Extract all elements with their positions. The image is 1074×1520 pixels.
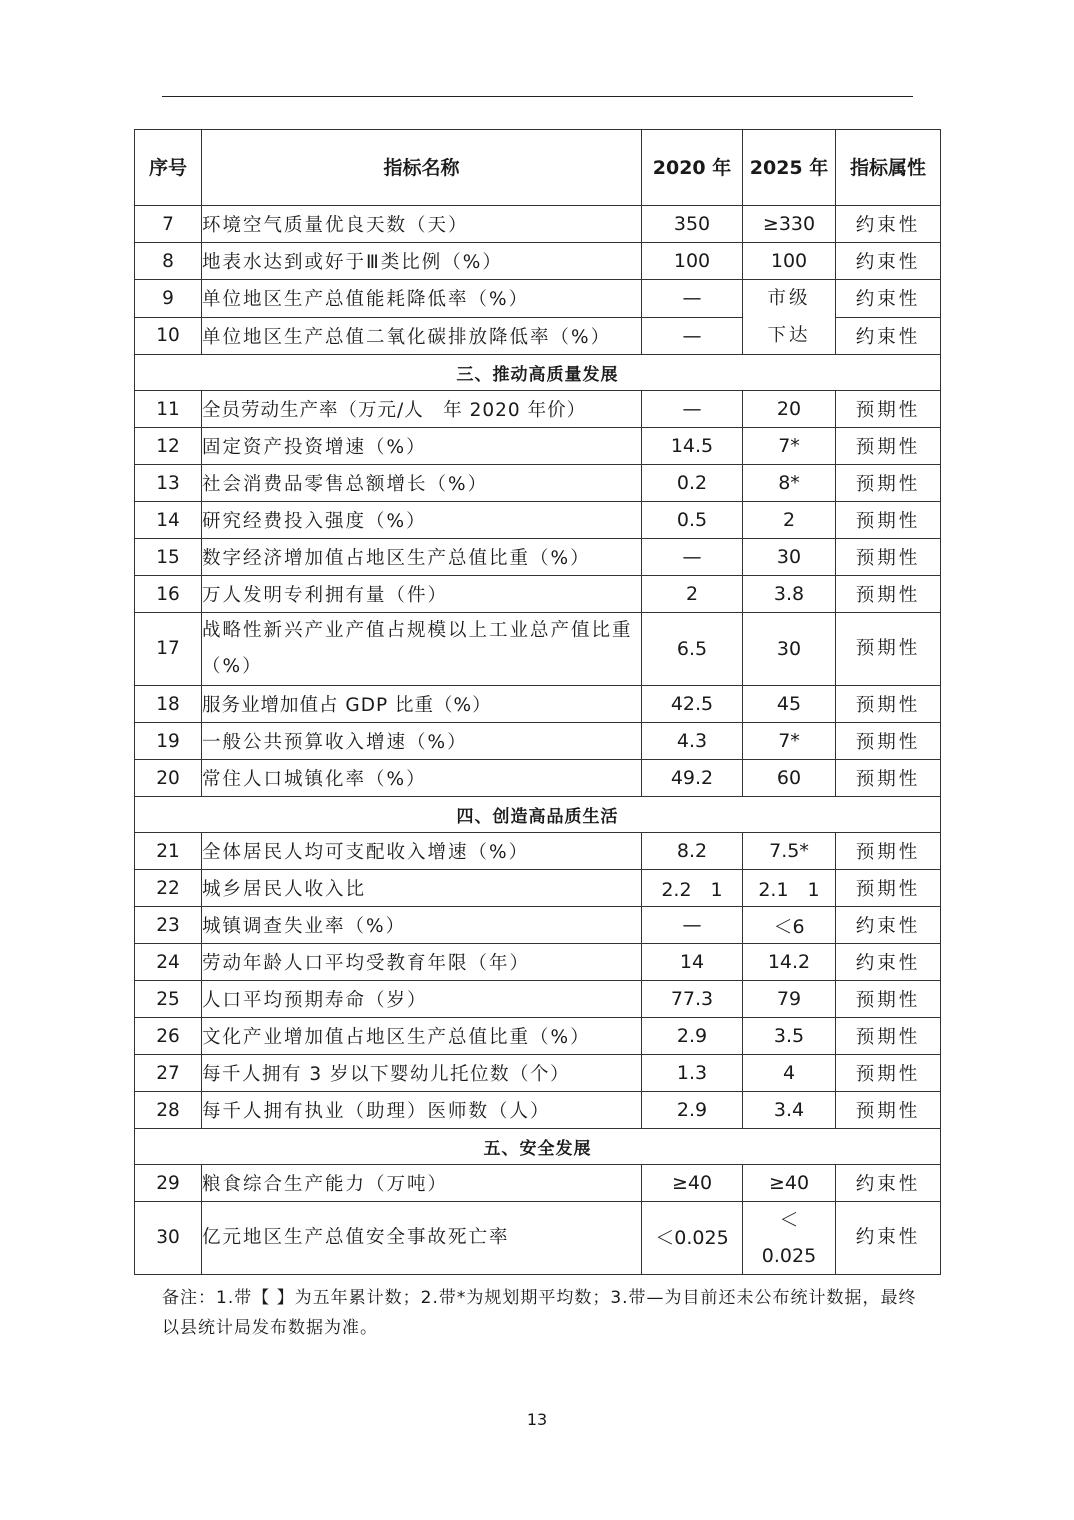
table-row bbox=[135, 833, 941, 870]
row-attribute: 预期性 bbox=[836, 833, 941, 870]
row-indicator-name: 人口平均预期寿命（岁） bbox=[202, 981, 642, 1018]
table-row bbox=[135, 1018, 941, 1055]
table-row bbox=[135, 944, 941, 981]
row-index: 13 bbox=[135, 465, 202, 502]
row-index: 19 bbox=[135, 723, 202, 760]
row-value-2020: 14 bbox=[642, 944, 743, 981]
section-row bbox=[135, 1129, 941, 1165]
row-value-2020: 350 bbox=[642, 206, 743, 243]
row-value-2025: 7* bbox=[743, 428, 836, 465]
table-header-row bbox=[135, 130, 941, 206]
page-number: 13 bbox=[526, 1410, 548, 1429]
table-row bbox=[135, 723, 941, 760]
row-attribute: 约束性 bbox=[836, 280, 941, 318]
row-value-2025: 4 bbox=[743, 1055, 836, 1092]
row-value-2025: 79 bbox=[743, 981, 836, 1018]
row-index: 16 bbox=[135, 576, 202, 613]
row-attribute: 预期性 bbox=[836, 1018, 941, 1055]
row-indicator-name: 单位地区生产总值二氧化碳排放降低率（%） bbox=[202, 317, 642, 355]
row-value-2020: 49.2 bbox=[642, 760, 743, 797]
row-value-2020: 8.2 bbox=[642, 833, 743, 870]
row-attribute: 约束性 bbox=[836, 907, 941, 944]
row-index: 29 bbox=[135, 1165, 202, 1202]
row-attribute: 约束性 bbox=[836, 243, 941, 280]
row-value-2020: 2.9 bbox=[642, 1092, 743, 1129]
table-row bbox=[135, 981, 941, 1018]
header-rule bbox=[162, 96, 913, 97]
row-value-2020: 100 bbox=[642, 243, 743, 280]
row-value-2020: 77.3 bbox=[642, 981, 743, 1018]
row-value-2020: 0.2 bbox=[642, 465, 743, 502]
row-index: 27 bbox=[135, 1055, 202, 1092]
row-index: 20 bbox=[135, 760, 202, 797]
table-row bbox=[135, 1202, 941, 1275]
row-value-2025-merged: 市级下达 bbox=[743, 280, 836, 355]
row-value-2020: — bbox=[642, 907, 743, 944]
row-attribute: 预期性 bbox=[836, 613, 941, 686]
row-value-2025: ≥330 bbox=[743, 206, 836, 243]
table-row bbox=[135, 243, 941, 280]
row-value-2025: 14.2 bbox=[743, 944, 836, 981]
row-value-2025: 60 bbox=[743, 760, 836, 797]
section-row bbox=[135, 355, 941, 391]
row-attribute: 预期性 bbox=[836, 391, 941, 428]
row-index: 28 bbox=[135, 1092, 202, 1129]
row-value-2020: 14.5 bbox=[642, 428, 743, 465]
table-row bbox=[135, 613, 941, 686]
row-value-2025: 2 bbox=[743, 502, 836, 539]
row-value-2025: 20 bbox=[743, 391, 836, 428]
section-title: 五、安全发展 bbox=[135, 1129, 941, 1165]
section-title: 四、创造高品质生活 bbox=[135, 797, 941, 833]
row-attribute: 预期性 bbox=[836, 686, 941, 723]
row-indicator-name: 城镇调查失业率（%） bbox=[202, 907, 642, 944]
row-value-2025: 3.8 bbox=[743, 576, 836, 613]
row-value-2020: — bbox=[642, 280, 743, 318]
row-attribute: 预期性 bbox=[836, 760, 941, 797]
row-index: 7 bbox=[135, 206, 202, 243]
header-indicator-name: 指标名称 bbox=[202, 130, 642, 206]
row-attribute: 预期性 bbox=[836, 981, 941, 1018]
row-indicator-name: 环境空气质量优良天数（天） bbox=[202, 206, 642, 243]
row-indicator-name: 亿元地区生产总值安全事故死亡率 bbox=[202, 1202, 642, 1275]
row-value-2020: 2.9 bbox=[642, 1018, 743, 1055]
row-indicator-name: 研究经费投入强度（%） bbox=[202, 502, 642, 539]
table-row bbox=[135, 870, 941, 907]
row-indicator-name: 服务业增加值占 GDP 比重（%） bbox=[202, 686, 642, 723]
row-attribute: 约束性 bbox=[836, 1202, 941, 1275]
row-index: 8 bbox=[135, 243, 202, 280]
row-value-2025: 7.5* bbox=[743, 833, 836, 870]
table-row bbox=[135, 465, 941, 502]
table-row bbox=[135, 539, 941, 576]
row-value-2020: 42.5 bbox=[642, 686, 743, 723]
row-attribute: 约束性 bbox=[836, 317, 941, 355]
row-index: 10 bbox=[135, 317, 202, 355]
row-attribute: 约束性 bbox=[836, 1165, 941, 1202]
row-value-2025: 30 bbox=[743, 613, 836, 686]
row-indicator-name: 全员劳动生产率（万元/人 年 2020 年价） bbox=[202, 391, 642, 428]
table-row bbox=[135, 428, 941, 465]
row-index: 24 bbox=[135, 944, 202, 981]
header-index: 序号 bbox=[135, 130, 202, 206]
row-indicator-name: 每千人拥有执业（助理）医师数（人） bbox=[202, 1092, 642, 1129]
row-indicator-name: 常住人口城镇化率（%） bbox=[202, 760, 642, 797]
row-value-2025: 3.5 bbox=[743, 1018, 836, 1055]
row-value-2025: 100 bbox=[743, 243, 836, 280]
row-attribute: 预期性 bbox=[836, 723, 941, 760]
table-row bbox=[135, 1165, 941, 1202]
row-value-2025: ＜6 bbox=[743, 907, 836, 944]
row-indicator-name: 劳动年龄人口平均受教育年限（年） bbox=[202, 944, 642, 981]
row-attribute: 约束性 bbox=[836, 206, 941, 243]
row-value-2020: ＜0.025 bbox=[642, 1202, 743, 1275]
row-indicator-name: 战略性新兴产业产值占规模以上工业总产值比重（%） bbox=[202, 613, 642, 686]
table-row bbox=[135, 576, 941, 613]
row-value-2020: 0.5 bbox=[642, 502, 743, 539]
row-value-2020: — bbox=[642, 539, 743, 576]
row-value-2025: 3.4 bbox=[743, 1092, 836, 1129]
table-footnote: 备注：1.带【 】为五年累计数；2.带*为规划期平均数；3.带—为目前还未公布统计数据，最终以县统计局发布数据为准。 bbox=[162, 1288, 917, 1338]
row-index: 14 bbox=[135, 502, 202, 539]
table-row bbox=[135, 1055, 941, 1092]
row-value-2025: ＜ 0.025 bbox=[743, 1202, 836, 1275]
row-indicator-name: 单位地区生产总值能耗降低率（%） bbox=[202, 280, 642, 318]
row-index: 26 bbox=[135, 1018, 202, 1055]
indicator-table bbox=[134, 129, 941, 1275]
row-indicator-name: 文化产业增加值占地区生产总值比重（%） bbox=[202, 1018, 642, 1055]
row-value-2025: 45 bbox=[743, 686, 836, 723]
row-indicator-name: 粮食综合生产能力（万吨） bbox=[202, 1165, 642, 1202]
table-row bbox=[135, 1092, 941, 1129]
row-value-2025: 2.1 1 bbox=[743, 870, 836, 907]
row-value-2020: 1.3 bbox=[642, 1055, 743, 1092]
row-value-2025: 8* bbox=[743, 465, 836, 502]
table-row bbox=[135, 760, 941, 797]
row-attribute: 约束性 bbox=[836, 944, 941, 981]
row-value-2025: ≥40 bbox=[743, 1165, 836, 1202]
row-index: 15 bbox=[135, 539, 202, 576]
row-value-2020: — bbox=[642, 391, 743, 428]
row-index: 17 bbox=[135, 613, 202, 686]
table-row bbox=[135, 907, 941, 944]
row-attribute: 预期性 bbox=[836, 502, 941, 539]
row-value-2020: 2 bbox=[642, 576, 743, 613]
row-index: 18 bbox=[135, 686, 202, 723]
row-index: 30 bbox=[135, 1202, 202, 1275]
table-row bbox=[135, 206, 941, 243]
row-value-2020: 2.2 1 bbox=[642, 870, 743, 907]
row-value-2020: — bbox=[642, 317, 743, 355]
row-value-2020: 4.3 bbox=[642, 723, 743, 760]
row-value-2025: 30 bbox=[743, 539, 836, 576]
row-indicator-name: 一般公共预算收入增速（%） bbox=[202, 723, 642, 760]
row-indicator-name: 固定资产投资增速（%） bbox=[202, 428, 642, 465]
header-2025: 2025 年 bbox=[743, 130, 836, 206]
table-row bbox=[135, 391, 941, 428]
row-attribute: 预期性 bbox=[836, 428, 941, 465]
row-indicator-name: 地表水达到或好于Ⅲ类比例（%） bbox=[202, 243, 642, 280]
row-index: 23 bbox=[135, 907, 202, 944]
row-indicator-name: 社会消费品零售总额增长（%） bbox=[202, 465, 642, 502]
section-row bbox=[135, 797, 941, 833]
row-attribute: 预期性 bbox=[836, 539, 941, 576]
section-title: 三、推动高质量发展 bbox=[135, 355, 941, 391]
row-attribute: 预期性 bbox=[836, 1055, 941, 1092]
row-attribute: 预期性 bbox=[836, 870, 941, 907]
row-index: 9 bbox=[135, 280, 202, 318]
row-indicator-name: 每千人拥有 3 岁以下婴幼儿托位数（个） bbox=[202, 1055, 642, 1092]
row-value-2020: ≥40 bbox=[642, 1165, 743, 1202]
row-indicator-name: 数字经济增加值占地区生产总值比重（%） bbox=[202, 539, 642, 576]
table-row bbox=[135, 686, 941, 723]
row-indicator-name: 城乡居民人收入比 bbox=[202, 870, 642, 907]
row-index: 22 bbox=[135, 870, 202, 907]
row-attribute: 预期性 bbox=[836, 465, 941, 502]
row-index: 21 bbox=[135, 833, 202, 870]
row-indicator-name: 全体居民人均可支配收入增速（%） bbox=[202, 833, 642, 870]
row-index: 25 bbox=[135, 981, 202, 1018]
table-row bbox=[135, 280, 941, 318]
row-index: 12 bbox=[135, 428, 202, 465]
header-2020: 2020 年 bbox=[642, 130, 743, 206]
row-value-2025: 7* bbox=[743, 723, 836, 760]
row-indicator-name: 万人发明专利拥有量（件） bbox=[202, 576, 642, 613]
header-attribute: 指标属性 bbox=[836, 130, 941, 206]
table-row bbox=[135, 502, 941, 539]
row-attribute: 预期性 bbox=[836, 1092, 941, 1129]
row-attribute: 预期性 bbox=[836, 576, 941, 613]
row-value-2020: 6.5 bbox=[642, 613, 743, 686]
row-index: 11 bbox=[135, 391, 202, 428]
